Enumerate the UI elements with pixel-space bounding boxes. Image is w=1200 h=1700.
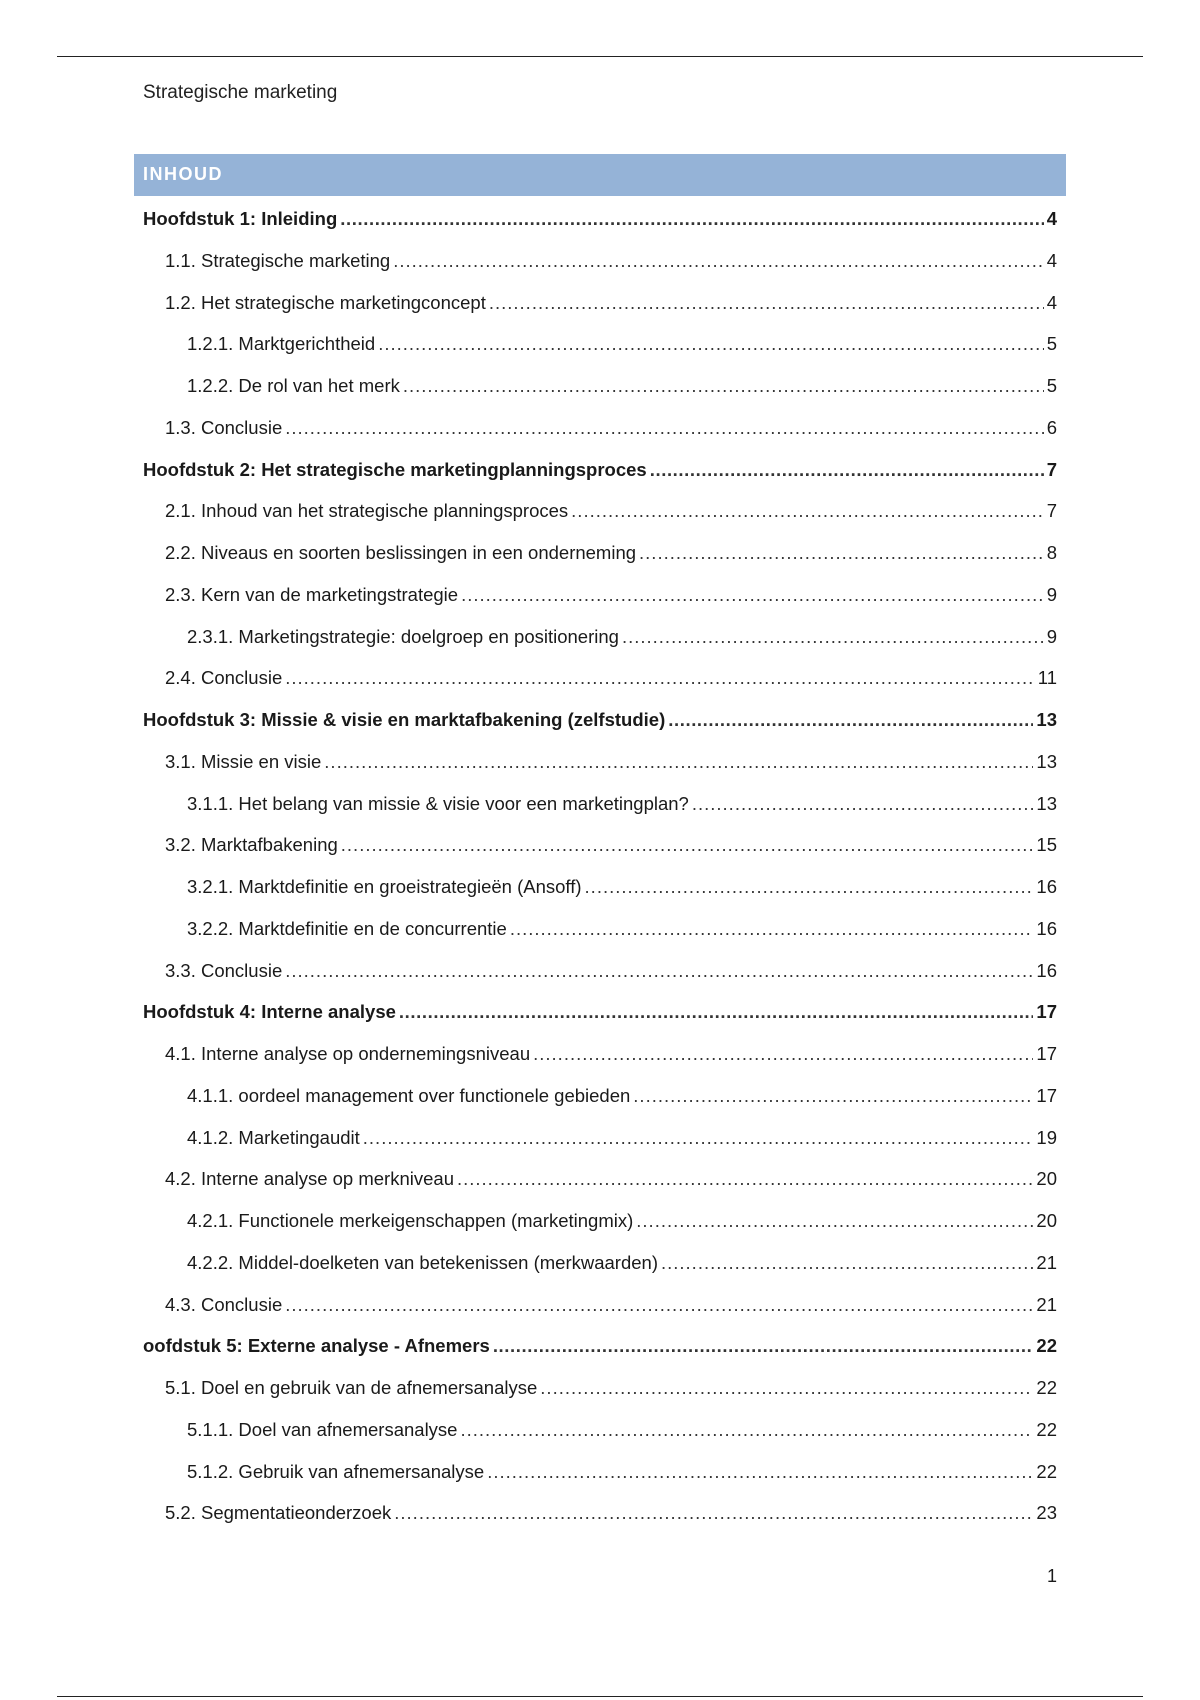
- toc-entry-title: 4.2.2. Middel-doelketen van betekenissen (merkwaarden): [187, 1252, 658, 1273]
- bottom-rule: [57, 1696, 1143, 1697]
- toc-entry-page: 16: [1036, 876, 1057, 897]
- toc-entry-title: Hoofdstuk 4: Interne analyse: [143, 1001, 396, 1022]
- toc-entry-title: 5.2. Segmentatieonderzoek: [165, 1502, 392, 1523]
- toc-entry[interactable]: [165, 832, 1057, 858]
- toc-dot-leader: [540, 1375, 1033, 1401]
- toc-entry-page: 19: [1036, 1127, 1057, 1148]
- toc-entry-page: 22: [1036, 1335, 1057, 1356]
- toc-entry-title: 5.1.2. Gebruik van afnemersanalyse: [187, 1461, 485, 1482]
- toc-dot-leader: [493, 1333, 1034, 1359]
- toc-dot-leader: [487, 1459, 1033, 1485]
- toc-entry[interactable]: [165, 582, 1057, 608]
- toc-entry[interactable]: [165, 248, 1057, 274]
- toc-entry-page: 9: [1046, 584, 1057, 605]
- toc-entry[interactable]: [165, 1292, 1057, 1318]
- toc-entry-page: 13: [1036, 751, 1057, 772]
- toc-entry-title: Hoofdstuk 1: Inleiding: [143, 208, 338, 229]
- toc-dot-leader: [489, 290, 1044, 316]
- toc-entry-title: 3.2. Marktafbakening: [165, 834, 338, 855]
- toc-entry[interactable]: [165, 415, 1057, 441]
- toc-entry-page: 22: [1036, 1419, 1057, 1440]
- toc-dot-leader: [533, 1041, 1033, 1067]
- toc-entry[interactable]: [187, 916, 1057, 942]
- toc-entry[interactable]: [165, 1041, 1057, 1067]
- toc-entry-page: 20: [1036, 1168, 1057, 1189]
- toc-entry[interactable]: [187, 373, 1057, 399]
- toc-entry-page: 4: [1046, 250, 1057, 271]
- toc-entry[interactable]: [165, 1500, 1057, 1526]
- toc-entry-title: 2.4. Conclusie: [165, 667, 283, 688]
- toc-entry-title: 3.1.1. Het belang van missie & visie voor een marketingplan?: [187, 793, 689, 814]
- toc-entry-page: 16: [1036, 960, 1057, 981]
- toc-entry-page: 17: [1036, 1085, 1057, 1106]
- toc-entry-page: 22: [1036, 1461, 1057, 1482]
- toc-dot-leader: [363, 1125, 1034, 1151]
- page-number: 1: [1046, 1566, 1057, 1586]
- toc-entry-title: 4.1.1. oordeel management over functionele gebieden: [187, 1085, 631, 1106]
- toc-entry-page: 7: [1046, 500, 1057, 521]
- toc-dot-leader: [668, 707, 1033, 733]
- toc-dot-leader: [285, 1292, 1033, 1318]
- toc-entry-title: 2.3.1. Marketingstrategie: doelgroep en positionering: [187, 626, 619, 647]
- toc-dot-leader: [285, 958, 1033, 984]
- toc-entry-title: 1.2.1. Marktgerichtheid: [187, 333, 376, 354]
- toc-entry-page: 8: [1046, 542, 1057, 563]
- toc-entry-title: 3.2.2. Marktdefinitie en de concurrentie: [187, 918, 507, 939]
- toc-entry-title: 1.1. Strategische marketing: [165, 250, 391, 271]
- toc-entry-title: oofdstuk 5: Externe analyse - Afnemers: [143, 1335, 490, 1356]
- toc-entry[interactable]: [187, 1125, 1057, 1151]
- toc-entry[interactable]: [165, 958, 1057, 984]
- toc-entry-page: 21: [1036, 1252, 1057, 1273]
- toc-entry[interactable]: [187, 624, 1057, 650]
- toc-dot-leader: [692, 791, 1034, 817]
- toc-dot-leader: [285, 665, 1035, 691]
- toc-entry-title: 4.3. Conclusie: [165, 1294, 283, 1315]
- toc-entry-page: 17: [1036, 1001, 1057, 1022]
- toc-entry-page: 7: [1046, 459, 1057, 480]
- toc-entry[interactable]: [187, 1208, 1057, 1234]
- toc-entry-page: 13: [1036, 709, 1057, 730]
- toc-entry[interactable]: [187, 1417, 1057, 1443]
- toc-entry[interactable]: [143, 999, 1057, 1025]
- toc-entry-title: 5.1.1. Doel van afnemersanalyse: [187, 1419, 458, 1440]
- toc-entry[interactable]: [143, 707, 1057, 733]
- toc-dot-leader: [571, 498, 1044, 524]
- toc-entry-title: 2.1. Inhoud van het strategische planningsproces: [165, 500, 569, 521]
- toc-entry[interactable]: [187, 874, 1057, 900]
- toc-entry-page: 23: [1036, 1502, 1057, 1523]
- toc-entry-title: Hoofdstuk 3: Missie & visie en marktafbakening (zelfstudie): [143, 709, 666, 730]
- toc-entry[interactable]: [165, 498, 1057, 524]
- toc-entry[interactable]: [187, 791, 1057, 817]
- toc-entry-title: 4.2.1. Functionele merkeigenschappen (marketingmix): [187, 1210, 634, 1231]
- toc-dot-leader: [403, 373, 1044, 399]
- toc-entry-page: 5: [1046, 333, 1057, 354]
- toc-dot-leader: [639, 540, 1044, 566]
- toc-entry-page: 17: [1036, 1043, 1057, 1064]
- toc-dot-leader: [510, 916, 1034, 942]
- toc-entry[interactable]: [143, 1333, 1057, 1359]
- toc-entry-page: 15: [1036, 834, 1057, 855]
- toc-dot-leader: [622, 624, 1044, 650]
- running-header: Strategische marketing: [143, 82, 338, 103]
- toc-entry[interactable]: [187, 331, 1057, 357]
- toc-dot-leader: [378, 331, 1044, 357]
- toc-dot-leader: [341, 832, 1034, 858]
- toc-entry[interactable]: [187, 1083, 1057, 1109]
- toc-entry-title: 3.3. Conclusie: [165, 960, 283, 981]
- toc-dot-leader: [633, 1083, 1033, 1109]
- toc-entry-title: 4.1. Interne analyse op ondernemingsniveau: [165, 1043, 531, 1064]
- toc-entry[interactable]: [143, 457, 1057, 483]
- toc-entry-title: 1.2. Het strategische marketingconcept: [165, 292, 486, 313]
- toc-entry[interactable]: [165, 1166, 1057, 1192]
- toc-entry-title: 3.2.1. Marktdefinitie en groeistrategieën (Ansoff): [187, 876, 582, 897]
- toc-entry-title: 3.1. Missie en visie: [165, 751, 322, 772]
- toc-entry-page: 22: [1036, 1377, 1057, 1398]
- toc-dot-leader: [394, 1500, 1033, 1526]
- toc-entry[interactable]: [165, 1375, 1057, 1401]
- toc-entry-page: 13: [1036, 793, 1057, 814]
- toc-entry-title: 2.2. Niveaus en soorten beslissingen in een onderneming: [165, 542, 637, 563]
- toc-entry-page: 6: [1046, 417, 1057, 438]
- toc-entry[interactable]: [165, 749, 1057, 775]
- toc-entry-page: 4: [1046, 292, 1057, 313]
- toc-dot-leader: [585, 874, 1034, 900]
- toc-dot-leader: [399, 999, 1034, 1025]
- toc-entry-page: 16: [1036, 918, 1057, 939]
- toc-entry-page: 5: [1046, 375, 1057, 396]
- toc-entry-title: 4.2. Interne analyse op merkniveau: [165, 1168, 454, 1189]
- toc-dot-leader: [393, 248, 1044, 274]
- toc-entry-page: 20: [1036, 1210, 1057, 1231]
- toc-dot-leader: [636, 1208, 1033, 1234]
- toc-entry-title: 1.2.2. De rol van het merk: [187, 375, 400, 396]
- toc-entry-page: 4: [1046, 208, 1057, 229]
- toc-entry-title: 2.3. Kern van de marketingstrategie: [165, 584, 459, 605]
- toc-entry[interactable]: [165, 665, 1057, 691]
- toc-entry-page: 11: [1037, 667, 1057, 688]
- toc-entry-title: 1.3. Conclusie: [165, 417, 283, 438]
- toc-dot-leader: [661, 1250, 1033, 1276]
- toc-dot-leader: [285, 415, 1043, 441]
- toc-dot-leader: [457, 1166, 1033, 1192]
- toc-dot-leader: [324, 749, 1033, 775]
- toc-entry-title: 4.1.2. Marketingaudit: [187, 1127, 360, 1148]
- toc-entry-title: 5.1. Doel en gebruik van de afnemersanalyse: [165, 1377, 538, 1398]
- toc-entry-page: 9: [1046, 626, 1057, 647]
- toc-dot-leader: [460, 1417, 1033, 1443]
- toc-entry[interactable]: [187, 1459, 1057, 1485]
- toc-entry-title: Hoofdstuk 2: Het strategische marketingplanningsproces: [143, 459, 647, 480]
- toc-entry-page: 21: [1036, 1294, 1057, 1315]
- toc-entry[interactable]: [165, 290, 1057, 316]
- toc-dot-leader: [461, 582, 1044, 608]
- toc-entry[interactable]: [143, 206, 1057, 232]
- toc-heading: INHOUD: [143, 164, 223, 184]
- toc-entry[interactable]: [165, 540, 1057, 566]
- toc-entry[interactable]: [187, 1250, 1057, 1276]
- toc-dot-leader: [340, 206, 1043, 232]
- toc-dot-leader: [650, 457, 1044, 483]
